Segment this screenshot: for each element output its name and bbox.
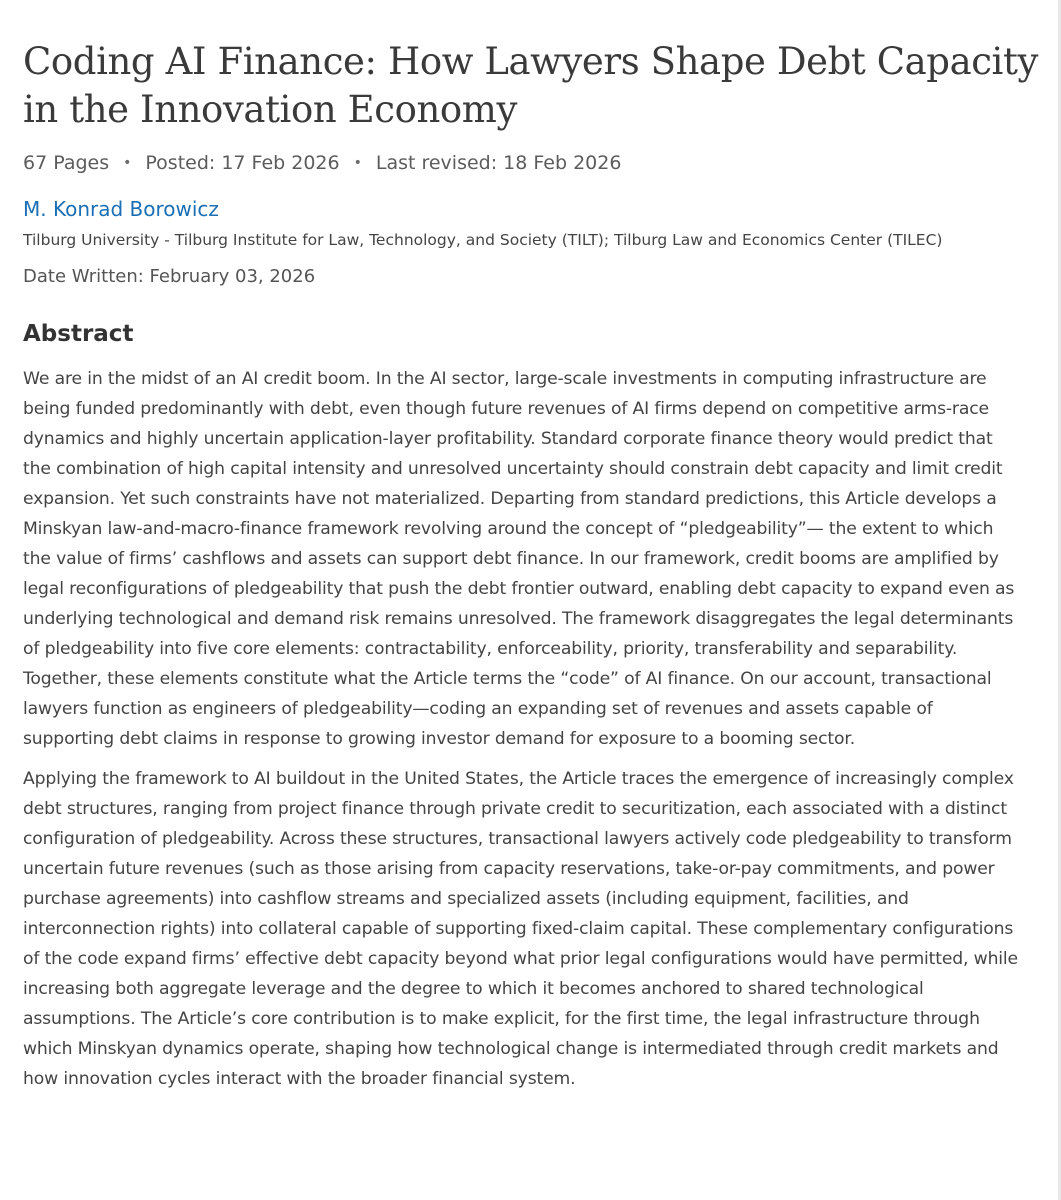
meta-separator: •: [353, 155, 362, 171]
author-affiliation: Tilburg University - Tilburg Institute for Law, Technology, and Society (TILT); Tilburg Law and Economics Center (TILEC): [23, 231, 943, 249]
page-count: 67 Pages: [23, 152, 110, 174]
date-written: Date Written: February 03, 2026: [23, 266, 316, 287]
paper-title: Coding AI Finance: How Lawyers Shape Debt Capacity in the Innovation Economy: [23, 40, 1038, 131]
revised-date: Last revised: 18 Feb 2026: [375, 152, 622, 174]
author-link[interactable]: M. Konrad Borowicz: [23, 197, 219, 221]
paper-page: [23, 38, 1043, 1094]
abstract-paragraph: Applying the framework to AI buildout in the United States, the Article traces the emergence of increasingly complex debt structures, ranging from project finance through private credit to securitization, each associated with a distinct configuration of pledgeability. Across these structures, transactional lawyers actively code pledgeability to transform uncertain future revenues (such as those arising from capacity reservations, take-or-pay commitments, and power purchase agreements) into cashflow streams and specialized assets (including equipment, facilities, and interconnection rights) into collateral capable of supporting fixed-claim capital. These complementary configurations of the code expand firms’ effective debt capacity beyond what prior legal configurations would have permitted, while increasing both aggregate leverage and the degree to which it becomes anchored to shared technological assumptions. The Article’s core contribution is to make explicit, for the first time, the legal infrastructure through which Minskyan dynamics operate, shaping how technological change is intermediated through credit markets and how innovation cycles interact with the broader financial system.: [23, 769, 1018, 1089]
paper-meta: [23, 148, 1043, 178]
abstract-paragraph: We are in the midst of an AI credit boom. In the AI sector, large-scale investments in computing infrastructure are being funded predominantly with debt, even though future revenues of AI firms depend on competitive arms-race dynamics and highly uncertain application-layer profitability. Standard corporate finance theory would predict that the combination of high capital intensity and unresolved uncertainty should constrain debt capacity and limit credit expansion. Yet such constraints have not materialized. Departing from standard predictions, this Article develops a Minskyan law-and-macro-finance framework revolving around the concept of “pledgeability”— the extent to which the value of firms’ cashflows and assets can support debt finance. In our framework, credit booms are amplified by legal reconfigurations of pledgeability that push the debt frontier outward, enabling debt capacity to expand even as underlying technological and demand risk remains unresolved. The framework disaggregates the legal determinants of pledgeability into five core elements: contractability, enforceability, priority, transferability and separability. Together, these elements constitute what the Article terms the “code” of AI finance. On our account, transactional lawyers function as engineers of pledgeability—coding an expanding set of revenues and assets capable of supporting debt claims in response to growing investor demand for exposure to a booming sector.: [23, 369, 1015, 749]
posted-date: Posted: 17 Feb 2026: [145, 152, 340, 174]
abstract-section: [23, 318, 1043, 1094]
meta-separator: •: [123, 155, 132, 171]
abstract-heading: Abstract: [23, 321, 134, 347]
